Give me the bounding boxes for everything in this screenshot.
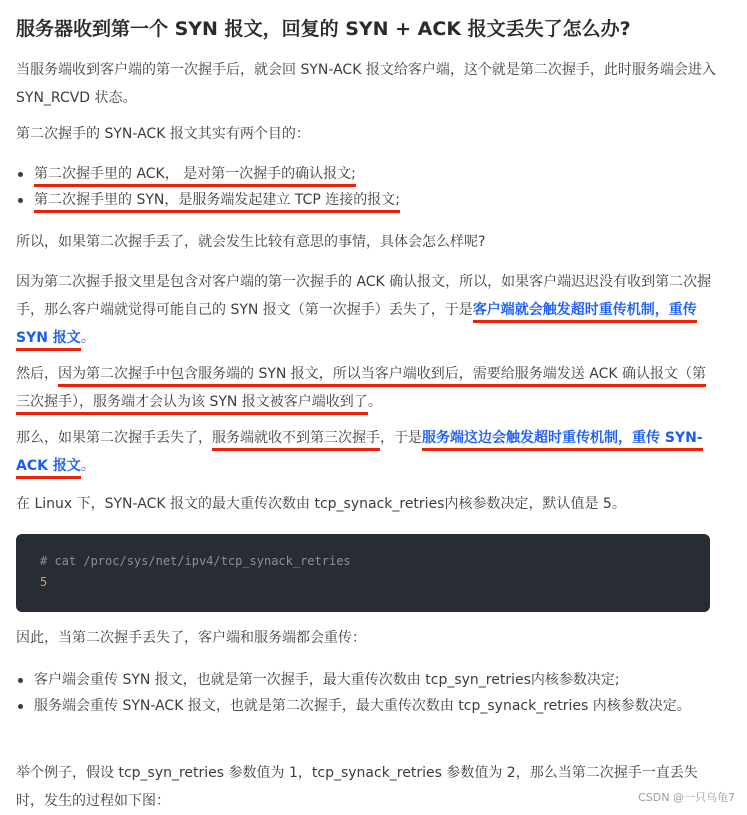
paragraph-server-retransmit (16, 424, 716, 480)
highlighted-text: 客户端就会触发超时重传机制，重传 SYN 报文 (16, 302, 697, 351)
list-item-client-syn: 客户端会重传 SYN 报文，也就是第一次握手，最大重传次数由 tcp_syn_retries内核参数决定; (16, 667, 716, 693)
paragraph-end: 。 (80, 458, 95, 474)
paragraph-question: 所以，如果第二次握手丢了，就会发生比较有意思的事情，具体会怎么样呢? (16, 234, 486, 250)
paragraph-purposes: 第二次握手的 SYN-ACK 报文其实有两个目的： (16, 126, 310, 142)
underlined-text: 第二次握手里的 SYN，是服务端发起建立 TCP 连接的报文; (34, 192, 400, 213)
article-heading: 服务器收到第一个 SYN 报文，回复的 SYN + ACK 报文丢失了怎么办? (16, 18, 631, 40)
paragraph-linux-param: 在 Linux 下，SYN-ACK 报文的最大重传次数由 tcp_synack_retries内核参数决定，默认值是 5。 (16, 496, 626, 512)
paragraph-end: 。 (80, 330, 95, 346)
paragraph-end: 。 (367, 394, 382, 410)
list-item-ack-purpose (16, 161, 716, 187)
code-command: # cat /proc/sys/net/ipv4/tcp_synack_retries (40, 554, 351, 568)
paragraph-both-retransmit: 因此，当第二次握手丢失了，客户端和服务端都会重传： (16, 630, 366, 646)
underlined-text: 第二次握手里的 ACK， 是对第一次握手的确认报文; (34, 166, 356, 187)
underlined-text: 服务端就收不到第三次握手 (212, 430, 380, 451)
list-item-server-synack: 服务端会重传 SYN-ACK 报文，也就是第二次握手，最大重传次数由 tcp_synack_retries 内核参数决定。 (16, 693, 716, 719)
code-block[interactable] (16, 534, 710, 612)
paragraph-example: 举个例子，假设 tcp_syn_retries 参数值为 1，tcp_synack_retries 参数值为 2，那么当第二次握手一直丢失时，发生的过程如下图： (16, 765, 698, 809)
csdn-watermark: CSDN @一只乌龟7 (638, 791, 735, 804)
paragraph-text: 因为第二次握手报文里是包含对客户端的第一次握手的 ACK 确认报文，所以，如果客户端迟迟没有收到第二次握手，那么客户端就觉得可能自己的 SYN 报文（第一次握手）丢失了，于是 (16, 274, 712, 318)
paragraph-text: ，于是 (380, 430, 422, 446)
highlighted-text: 服务端这边会触发超时重传机制，重传 SYN-ACK 报文 (16, 430, 703, 479)
underlined-text: 因为第二次握手中包含服务端的 SYN 报文，所以当客户端收到后，需要给服务端发送 ACK 确认报文（第三次握手），服务端才会认为该 SYN 报文被客户端收到了 (16, 366, 706, 415)
paragraph-client-retransmit (16, 268, 716, 352)
code-output: 5 (40, 575, 48, 589)
list-item-syn-purpose (16, 187, 716, 213)
paragraph-third-handshake (16, 360, 716, 416)
paragraph-intro: 当服务端收到客户端的第一次握手后，就会回 SYN-ACK 报文给客户端，这个就是第二次握手，此时服务端会进入 SYN_RCVD 状态。 (16, 62, 716, 106)
paragraph-text: 那么，如果第二次握手丢失了， (16, 430, 212, 446)
paragraph-text: 然后， (16, 366, 58, 382)
